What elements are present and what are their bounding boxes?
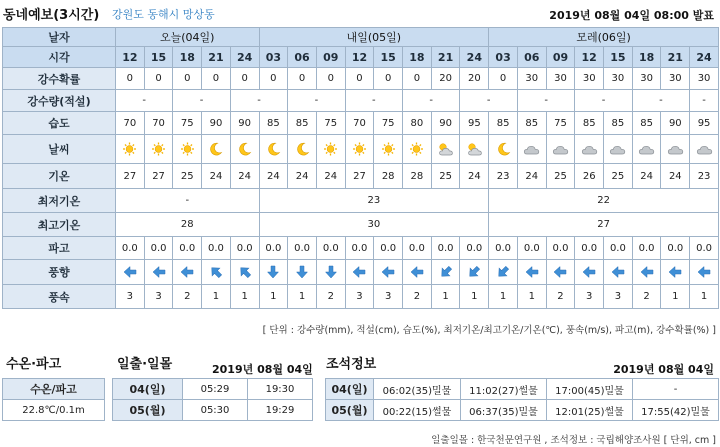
- wave-cell: 0.0: [230, 237, 259, 260]
- humidity-cell: 70: [144, 112, 173, 135]
- humidity-cell: 90: [661, 112, 690, 135]
- pop-cell: 0: [374, 68, 403, 90]
- day-header: 모레(06일): [489, 28, 719, 47]
- tmax-cell: 27: [489, 213, 719, 237]
- temp-cell: 26: [575, 164, 604, 189]
- wind-arrow-icon: [575, 260, 604, 285]
- wind_speed-cell: 1: [460, 285, 489, 309]
- tide-t1: 06:02(35)밀물: [374, 379, 461, 400]
- humidity-cell: 75: [546, 112, 575, 135]
- pop-cell: 0: [259, 68, 288, 90]
- cloudy-weather-icon: [575, 135, 604, 164]
- wind-arrow-icon: [661, 260, 690, 285]
- temp-cell: 28: [374, 164, 403, 189]
- sea-value: 22.8℃/0.1m: [3, 400, 105, 421]
- wave-cell: 0.0: [374, 237, 403, 260]
- row-label-tmax: 최고기온: [3, 213, 116, 237]
- wind_speed-cell: 3: [144, 285, 173, 309]
- sun-weather-icon: [116, 135, 145, 164]
- moon-weather-icon: [202, 135, 231, 164]
- hour-cell: 09: [316, 47, 345, 68]
- tide-table: [325, 378, 719, 421]
- wind_speed-cell: 1: [431, 285, 460, 309]
- tide-t3: 17:00(45)밀물: [547, 379, 633, 400]
- humidity-cell: 95: [460, 112, 489, 135]
- wind_speed-cell: 3: [575, 285, 604, 309]
- hour-cell: 06: [517, 47, 546, 68]
- wind-arrow-icon: [374, 260, 403, 285]
- humidity-cell: 70: [116, 112, 145, 135]
- cloudy-weather-icon: [690, 135, 719, 164]
- hour-cell: 12: [345, 47, 374, 68]
- pop-cell: 0: [230, 68, 259, 90]
- wave-cell: 0.0: [489, 237, 518, 260]
- cloudy-weather-icon: [661, 135, 690, 164]
- wave-cell: 0.0: [144, 237, 173, 260]
- tmin-cell: -: [116, 189, 260, 213]
- wave-cell: 0.0: [661, 237, 690, 260]
- row-label-humidity: 습도: [3, 112, 116, 135]
- pop-cell: 0: [144, 68, 173, 90]
- sun-row: [113, 379, 313, 400]
- wind_speed-cell: 2: [403, 285, 432, 309]
- hour-cell: 24: [230, 47, 259, 68]
- hour-cell: 21: [661, 47, 690, 68]
- precip-cell: -: [116, 90, 173, 112]
- pop-cell: 0: [202, 68, 231, 90]
- moon-weather-icon: [489, 135, 518, 164]
- wind_speed-cell: 1: [690, 285, 719, 309]
- partly-cloudy-weather-icon: [460, 135, 489, 164]
- pop-cell: 30: [575, 68, 604, 90]
- temp-cell: 24: [259, 164, 288, 189]
- wind-arrow-icon: [230, 260, 259, 285]
- pop-cell: 0: [173, 68, 202, 90]
- sun-weather-icon: [403, 135, 432, 164]
- unit-note: [ 단위 : 강수량(mm), 적설(cm), 습도(%), 최저기온/최고기온/기온(℃), 풍속(m/s), 파고(m), 강수확률(%) ]: [262, 325, 716, 336]
- wave-cell: 0.0: [546, 237, 575, 260]
- tide-t4: 17:55(42)밀물: [633, 400, 719, 421]
- temp-cell: 24: [230, 164, 259, 189]
- temp-cell: 25: [173, 164, 202, 189]
- row-tmax: [3, 213, 719, 237]
- sun-weather-icon: [144, 135, 173, 164]
- row-label-pop: 강수확률: [3, 68, 116, 90]
- cloudy-weather-icon: [604, 135, 633, 164]
- row-precip: [3, 90, 719, 112]
- wave-cell: 0.0: [202, 237, 231, 260]
- tmax-cell: 28: [116, 213, 260, 237]
- row-label-temp: 기온: [3, 164, 116, 189]
- wind-arrow-icon: [288, 260, 317, 285]
- wave-cell: 0.0: [431, 237, 460, 260]
- tmin-cell: 23: [259, 189, 489, 213]
- tide-t3: 12:01(25)썰물: [547, 400, 633, 421]
- tide-row: [326, 379, 719, 400]
- pop-cell: 20: [460, 68, 489, 90]
- row-label-date: 날자: [3, 28, 116, 47]
- wind_speed-cell: 1: [517, 285, 546, 309]
- moon-weather-icon: [288, 135, 317, 164]
- tide-row: [326, 400, 719, 421]
- tide-day: 04(일): [326, 379, 374, 400]
- sun-set: 19:30: [248, 379, 313, 400]
- sun-weather-icon: [173, 135, 202, 164]
- humidity-cell: 75: [316, 112, 345, 135]
- day-header: 오늘(04일): [116, 28, 260, 47]
- humidity-cell: 90: [230, 112, 259, 135]
- hour-cell: 15: [604, 47, 633, 68]
- cloudy-weather-icon: [546, 135, 575, 164]
- wind_speed-cell: 2: [632, 285, 661, 309]
- tmax-cell: 30: [259, 213, 489, 237]
- sun-table: [112, 378, 313, 421]
- wind-arrow-icon: [632, 260, 661, 285]
- row-wind_speed: [3, 285, 719, 309]
- humidity-cell: 75: [374, 112, 403, 135]
- row-label-wind_speed: 풍속: [3, 285, 116, 309]
- humidity-cell: 80: [403, 112, 432, 135]
- humidity-cell: 85: [604, 112, 633, 135]
- pop-cell: 20: [431, 68, 460, 90]
- humidity-cell: 95: [690, 112, 719, 135]
- wave-cell: 0.0: [173, 237, 202, 260]
- wave-cell: 0.0: [288, 237, 317, 260]
- hour-cell: 21: [202, 47, 231, 68]
- wind-arrow-icon: [144, 260, 173, 285]
- wave-cell: 0.0: [316, 237, 345, 260]
- humidity-cell: 85: [259, 112, 288, 135]
- pop-cell: 0: [116, 68, 145, 90]
- row-temp: [3, 164, 719, 189]
- row-tmin: [3, 189, 719, 213]
- precip-cell: -: [288, 90, 345, 112]
- temp-cell: 27: [144, 164, 173, 189]
- wind_speed-cell: 3: [116, 285, 145, 309]
- humidity-cell: 70: [345, 112, 374, 135]
- tide-day: 05(월): [326, 400, 374, 421]
- row-label-wind_dir: 풍향: [3, 260, 116, 285]
- hour-cell: 15: [144, 47, 173, 68]
- pop-cell: 0: [288, 68, 317, 90]
- row-humidity: [3, 112, 719, 135]
- pop-cell: 30: [517, 68, 546, 90]
- wave-cell: 0.0: [517, 237, 546, 260]
- row-label-time: 시각: [3, 47, 116, 68]
- hour-cell: 24: [460, 47, 489, 68]
- wind-arrow-icon: [431, 260, 460, 285]
- wind_speed-cell: 1: [489, 285, 518, 309]
- humidity-cell: 75: [173, 112, 202, 135]
- pop-cell: 30: [632, 68, 661, 90]
- humidity-cell: 85: [632, 112, 661, 135]
- hour-cell: 18: [632, 47, 661, 68]
- humidity-cell: 85: [288, 112, 317, 135]
- row-label-tmin: 최저기온: [3, 189, 116, 213]
- temp-cell: 24: [202, 164, 231, 189]
- hour-cell: 09: [546, 47, 575, 68]
- pop-cell: 30: [604, 68, 633, 90]
- temp-cell: 25: [546, 164, 575, 189]
- location-link[interactable]: 강원도 동해시 망상동: [112, 8, 215, 21]
- row-wave: [3, 237, 719, 260]
- hour-cell: 24: [690, 47, 719, 68]
- sea-table: [2, 378, 105, 421]
- pop-cell: 0: [345, 68, 374, 90]
- wind_speed-cell: 2: [173, 285, 202, 309]
- partly-cloudy-weather-icon: [431, 135, 460, 164]
- row-time: [3, 47, 719, 68]
- sun-weather-icon: [316, 135, 345, 164]
- wind-arrow-icon: [202, 260, 231, 285]
- temp-cell: 28: [403, 164, 432, 189]
- wind-arrow-icon: [517, 260, 546, 285]
- pop-cell: 0: [403, 68, 432, 90]
- wind-arrow-icon: [403, 260, 432, 285]
- wave-cell: 0.0: [116, 237, 145, 260]
- day-header: 내일(05일): [259, 28, 489, 47]
- temp-cell: 24: [288, 164, 317, 189]
- humidity-cell: 85: [517, 112, 546, 135]
- temp-cell: 25: [604, 164, 633, 189]
- temp-cell: 24: [460, 164, 489, 189]
- moon-weather-icon: [230, 135, 259, 164]
- wind_speed-cell: 3: [345, 285, 374, 309]
- sun-rise: 05:30: [183, 400, 248, 421]
- wind_speed-cell: 1: [661, 285, 690, 309]
- wind-arrow-icon: [259, 260, 288, 285]
- sun-row: [113, 400, 313, 421]
- cloudy-weather-icon: [632, 135, 661, 164]
- pop-cell: 30: [690, 68, 719, 90]
- wind-arrow-icon: [460, 260, 489, 285]
- temp-cell: 27: [116, 164, 145, 189]
- sun-set: 19:29: [248, 400, 313, 421]
- row-label-weather: 날씨: [3, 135, 116, 164]
- wave-cell: 0.0: [575, 237, 604, 260]
- wind_speed-cell: 3: [604, 285, 633, 309]
- temp-cell: 23: [489, 164, 518, 189]
- pop-cell: 0: [489, 68, 518, 90]
- temp-cell: 24: [517, 164, 546, 189]
- wind-arrow-icon: [690, 260, 719, 285]
- temp-cell: 24: [661, 164, 690, 189]
- precip-cell: -: [345, 90, 402, 112]
- wave-cell: 0.0: [604, 237, 633, 260]
- page-header: [0, 0, 720, 26]
- row-pop: [3, 68, 719, 90]
- row-weather: [3, 135, 719, 164]
- wind_speed-cell: 1: [230, 285, 259, 309]
- tide-t2: 11:02(27)썰물: [461, 379, 547, 400]
- page-title: 동네예보(3시간): [3, 8, 100, 23]
- wind_speed-cell: 2: [546, 285, 575, 309]
- precip-cell: -: [173, 90, 230, 112]
- precip-cell: -: [632, 90, 689, 112]
- hour-cell: 03: [489, 47, 518, 68]
- sun-weather-icon: [345, 135, 374, 164]
- wind_speed-cell: 1: [259, 285, 288, 309]
- row-wind_dir: [3, 260, 719, 285]
- tide-title: 조석정보: [326, 357, 377, 372]
- humidity-cell: 85: [489, 112, 518, 135]
- hour-cell: 21: [431, 47, 460, 68]
- wind-arrow-icon: [489, 260, 518, 285]
- wave-cell: 0.0: [259, 237, 288, 260]
- tide-date: 2019년 08월 04일: [613, 363, 714, 376]
- wave-cell: 0.0: [345, 237, 374, 260]
- precip-cell: -: [575, 90, 632, 112]
- sun-title: 일출·일몰: [117, 357, 173, 372]
- temp-cell: 24: [316, 164, 345, 189]
- temp-cell: 23: [690, 164, 719, 189]
- pop-cell: 0: [316, 68, 345, 90]
- tide-t1: 00:22(15)썰물: [374, 400, 461, 421]
- sun-date: 2019년 08월 04일: [212, 363, 313, 376]
- temp-cell: 25: [431, 164, 460, 189]
- hour-cell: 12: [116, 47, 145, 68]
- source-footer: 일출일몰 : 한국천문연구원 , 조석정보 : 국립해양조사원 [ 단위, cm ]: [431, 435, 716, 446]
- wind-arrow-icon: [116, 260, 145, 285]
- row-label-precip: 강수량(적설): [3, 90, 116, 112]
- wave-cell: 0.0: [690, 237, 719, 260]
- cloudy-weather-icon: [517, 135, 546, 164]
- hour-cell: 12: [575, 47, 604, 68]
- precip-cell: -: [230, 90, 287, 112]
- sun-day: 04(일): [113, 379, 183, 400]
- row-label-wave: 파고: [3, 237, 116, 260]
- tide-t4: -: [633, 379, 719, 400]
- precip-cell: -: [460, 90, 518, 112]
- sun-rise: 05:29: [183, 379, 248, 400]
- forecast-table: [2, 27, 719, 309]
- wave-cell: 0.0: [460, 237, 489, 260]
- precip-cell: -: [517, 90, 574, 112]
- wind-arrow-icon: [546, 260, 575, 285]
- pop-cell: 30: [546, 68, 575, 90]
- tide-t2: 06:37(35)밀물: [461, 400, 547, 421]
- hour-cell: 18: [173, 47, 202, 68]
- humidity-cell: 90: [431, 112, 460, 135]
- wave-cell: 0.0: [403, 237, 432, 260]
- wind_speed-cell: 1: [288, 285, 317, 309]
- wind_speed-cell: 2: [316, 285, 345, 309]
- sun-weather-icon: [374, 135, 403, 164]
- wave-cell: 0.0: [632, 237, 661, 260]
- row-date: [3, 28, 719, 47]
- hour-cell: 18: [403, 47, 432, 68]
- temp-cell: 24: [632, 164, 661, 189]
- hour-cell: 06: [288, 47, 317, 68]
- wind_speed-cell: 1: [202, 285, 231, 309]
- wind_speed-cell: 3: [374, 285, 403, 309]
- temp-cell: 27: [345, 164, 374, 189]
- humidity-cell: 85: [575, 112, 604, 135]
- wind-arrow-icon: [316, 260, 345, 285]
- pop-cell: 30: [661, 68, 690, 90]
- wind-arrow-icon: [173, 260, 202, 285]
- hour-cell: 03: [259, 47, 288, 68]
- humidity-cell: 90: [202, 112, 231, 135]
- moon-weather-icon: [259, 135, 288, 164]
- precip-cell: -: [403, 90, 460, 112]
- hour-cell: 15: [374, 47, 403, 68]
- tmin-cell: 22: [489, 189, 719, 213]
- precip-cell: -: [690, 90, 719, 112]
- published-time: 2019년 08월 04일 08:00 발표: [549, 9, 714, 22]
- sun-day: 05(월): [113, 400, 183, 421]
- sea-header: 수온/파고: [3, 379, 105, 400]
- wind-arrow-icon: [345, 260, 374, 285]
- sea-title: 수온·파고: [6, 357, 62, 372]
- wind-arrow-icon: [604, 260, 633, 285]
